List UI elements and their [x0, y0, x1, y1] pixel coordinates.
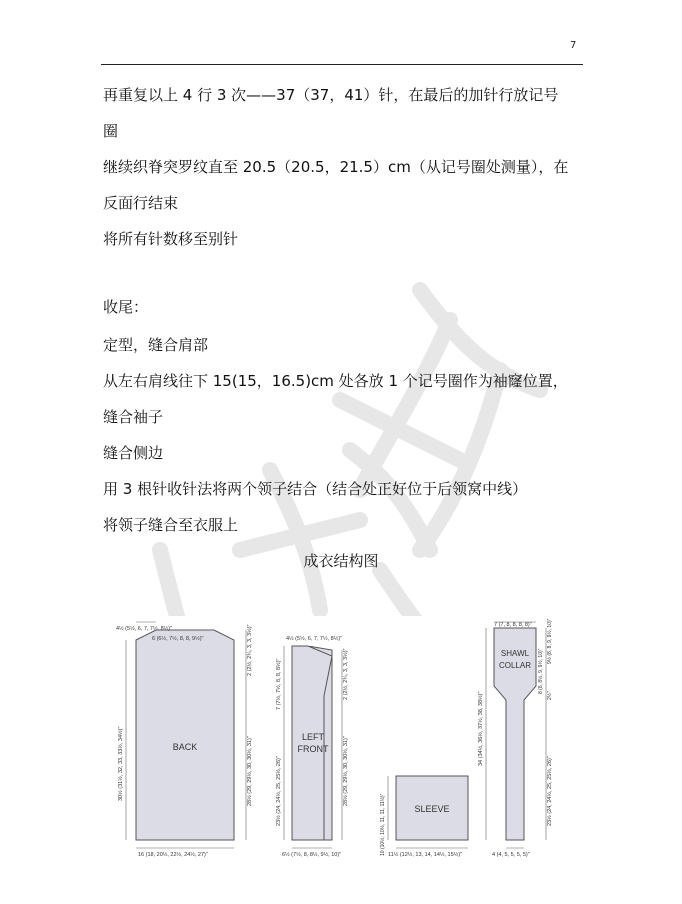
finishing-heading: 收尾： [103, 298, 149, 316]
left-front-right-side: 2 (2½, 2¾, 3, 3, 3½)" [343, 648, 349, 700]
shawl-collar-short-taper: 2½" [547, 691, 553, 700]
left-front-label-2: FRONT [297, 744, 329, 754]
back-side-length: 28½ (29, 29½, 30, 30½, 31)" [247, 736, 253, 806]
shawl-collar-bottom-width: 4 (4, 5, 5, 5, 5)" [492, 852, 530, 858]
shawl-collar-upper-length: 9½ (8, 8, 9, 9½, 10)" [547, 618, 553, 664]
shawl-collar-label-1: SHAWL [500, 649, 530, 658]
shawl-collar-label-2: COLLAR [498, 661, 532, 670]
left-front-shape [292, 646, 332, 840]
back-label: BACK [172, 742, 198, 752]
back-total-length: 30½ (31½, 32, 33, 33½, 34½)" [118, 726, 124, 801]
finishing-line-4: 缝合侧边 [103, 444, 164, 462]
schematic-diagram [106, 616, 580, 860]
schematic-title: 成衣结构图 [303, 552, 379, 570]
finishing-line-6: 将领子缝合至衣服上 [103, 516, 239, 534]
page-number: 7 [570, 40, 577, 51]
shawl-collar-total-length: 34 (34½, 36½, 37½, 38, 38½)" [478, 691, 484, 766]
sleeve-label: SLEEVE [414, 804, 450, 814]
finishing-line-1: 定型，缝合肩部 [103, 336, 209, 354]
watermark-calligraphy [120, 250, 580, 670]
header-rule [101, 64, 583, 65]
left-front-top-width: 4½ (5½, 6, 7, 7½, 8½)" [286, 636, 343, 642]
back-shoulder-drop: 2 (2½, 2¾, 3, 3, 3½)" [247, 624, 253, 676]
left-front-lower-side: 23½ (24, 24½, 25, 25½, 26)" [276, 756, 282, 826]
body-line-1: 再重复以上 4 行 3 次——37（37，41）针，在最后的加针行放记号 [103, 86, 559, 104]
body-line-4: 反面行结束 [103, 194, 179, 212]
finishing-line-2: 从左右肩线往下 15(15，16.5)cm 处各放 1 个记号圈作为袖窿位置， [103, 372, 568, 390]
finishing-line-5: 用 3 根针收针法将两个领子结合（结合处正好位于后领窝中线） [103, 480, 528, 498]
back-neck-width: 6 (6½, 7½, 8, 8, 9½)" [152, 636, 204, 642]
left-front-right-length: 28½ (29, 29½, 30, 30½, 31)" [343, 736, 349, 806]
sleeve-height: 10 (10½, 10½, 11, 11, 11½)" [380, 793, 386, 856]
shawl-collar-shape [494, 628, 536, 840]
left-front-bottom-width: 6½ (7½, 8, 8½, 9½, 10)" [282, 852, 342, 858]
back-top-width: 4½ (5½, 6, 7, 7½, 8½)" [116, 626, 173, 632]
left-front-upper-side: 7 (7½, 7½, 8, 8, 8½)" [276, 658, 282, 710]
left-front-label-1: LEFT [301, 732, 325, 742]
sleeve-bottom-width: 11½ (12½, 13, 14, 14½, 15½)" [388, 852, 463, 858]
schematic-svg [106, 616, 580, 860]
body-line-2: 圈 [103, 122, 119, 140]
finishing-line-3: 缝合袖子 [103, 408, 164, 426]
shawl-collar-lower-length: 23½ (24, 24½, 25, 25½, 26)" [547, 756, 553, 826]
shawl-collar-taper-length: 8 (8, 8½, 9, 9½, 10)" [538, 648, 544, 694]
body-line-5: 将所有针数移至别针 [103, 230, 239, 248]
body-line-3: 继续织脊突罗纹直至 20.5（20.5，21.5）cm（从记号圈处测量），在 [103, 158, 569, 176]
back-shape [136, 630, 234, 840]
shawl-collar-top-width: 7 (7, 8, 8, 8, 8)" [494, 622, 532, 628]
back-bottom-width: 16 (18, 20½, 22½, 24½, 27)" [138, 852, 208, 858]
